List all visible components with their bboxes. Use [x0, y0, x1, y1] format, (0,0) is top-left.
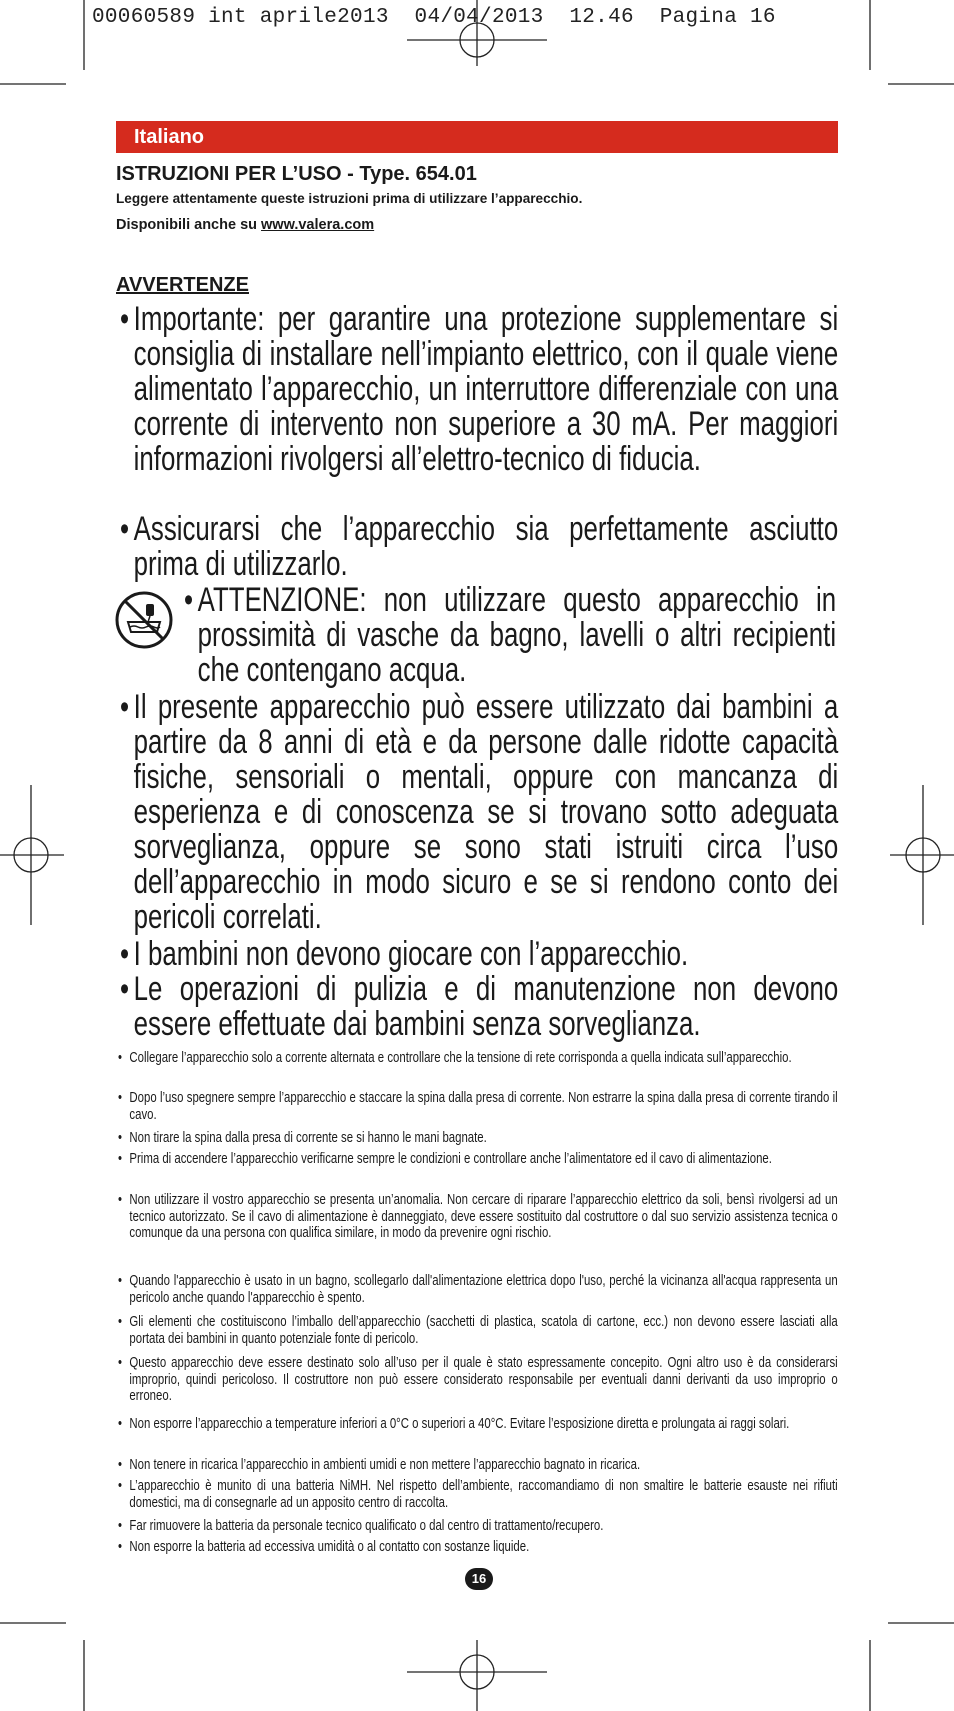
no-water-bath-icon: [114, 590, 174, 650]
note-item: • Non esporre l’apparecchio a temperature inferiori a 0°C o superiori a 40°C. Evitare l’esposizione diretta e prolungata ai raggi solari.: [118, 1415, 790, 1432]
note-item: • Collegare l’apparecchio solo a corrente alternata e controllare che la tensione di rete corrisponda a quella indicata sull’apparecchio.: [118, 1049, 792, 1066]
document-title: ISTRUZIONI PER L’USO - Type. 654.01: [116, 163, 477, 185]
note-item: • Far rimuovere la batteria da personale tecnico qualificato o dal centro di trattamento/recupero.: [118, 1517, 604, 1534]
website-link[interactable]: www.valera.com: [261, 217, 375, 233]
registration-mark-icon: [890, 785, 954, 925]
warning-item: • ATTENZIONE: non utilizzare questo apparecchio in prossimità di vasche da bagno, lavelli o altri recipienti che contengano acqua.: [184, 581, 837, 689]
note-item: • Gli elementi che costituiscono l’imballo dell’apparecchio (sacchetti di plastica, scatola di cartone, ecc.) non devono essere lasciati alla portata dei bambini in quanto potenziale fonte di pericolo.: [118, 1313, 838, 1347]
note-item: • Dopo l’uso spegnere sempre l’apparecchio e staccare la spina dalla presa di corrente. Non estrarre la spina dalla presa di corrente tirando il cavo.: [118, 1089, 838, 1123]
warning-item: • Importante: per garantire una protezione supplementare si consiglia di installare nell’impianto elettrico, con il quale viene alimentato l’apparecchio, un interruttore differenziale con una corrente di intervento non superiore a 30 mA. Per maggiori informazioni rivolgersi all’elettro-tecnico di fiducia.: [120, 300, 839, 478]
availability-prefix: Disponibili anche su: [116, 217, 262, 233]
warning-item: • Il presente apparecchio può essere utilizzato dai bambini a partire da 8 anni di età e da persone dalle ridotte capacità fisiche, sensoriali o mentali, oppure con mancanza di esperienza e di conoscenza se si trovano sotto adeguata sorveglianza, oppure se sono stati istruiti circa l’uso dell’apparecchio in modo sicuro e se si rendono conto dei pericoli correlati.: [120, 688, 839, 936]
document-subtitle: Leggere attentamente queste istruzioni prima di utilizzare l’apparecchio.: [116, 190, 583, 206]
warning-item: • I bambini non devono giocare con l’apparecchio.: [120, 935, 689, 973]
language-bar: [116, 121, 838, 153]
warning-item: • Assicurarsi che l’apparecchio sia perfettamente asciutto prima di utilizzarlo.: [120, 510, 839, 583]
registration-mark-icon: [0, 785, 64, 925]
note-item: • Non tenere in ricarica l’apparecchio in ambienti umidi e non mettere l’apparecchio bagnato in ricarica.: [118, 1456, 641, 1473]
note-item: • Non esporre la batteria ad eccessiva umidità o al contatto con sostanze liquide.: [118, 1538, 530, 1555]
note-item: • Quando l'apparecchio è usato in un bagno, scollegarlo dall'alimentazione elettrica dopo l'uso, perché la vicinanza all'acqua rappresenta un pericolo anche quando l'apparecchio è spento.: [118, 1272, 838, 1306]
registration-mark-icon: [407, 0, 547, 66]
page-number: 16: [465, 1568, 493, 1590]
note-item: • Questo apparecchio deve essere destinato solo all’uso per il quale è stato espressamente concepito. Ogni altro uso è da considerarsi improprio, quindi pericoloso. Il costruttore non può essere considerato responsabile per eventuali danni derivanti da uso improprio o erroneo.: [118, 1354, 838, 1404]
note-item: • L’apparecchio è munito di una batteria NiMH. Nel rispetto dell’ambiente, raccomandiamo di non smaltire le batterie esauste nei rifiuti domestici, ma di consegnarle ad un apposito centro di raccolta.: [118, 1477, 838, 1511]
note-item: • Prima di accendere l’apparecchio verificarne sempre le condizioni e controllare anche l’alimentatore ed il cavo di alimentazione.: [118, 1150, 772, 1167]
print-slug: 00060589 int aprile2013 04/04/2013 12.46 Pagina 16: [92, 6, 776, 29]
warning-item: • Le operazioni di pulizia e di manutenzione non devono essere effettuate dai bambini senza sorveglianza.: [120, 970, 839, 1043]
registration-mark-icon: [407, 1640, 547, 1711]
note-item: • Non tirare la spina dalla presa di corrente se si hanno le mani bagnate.: [118, 1129, 487, 1146]
language-label: Italiano: [134, 126, 205, 148]
note-item: • Non utilizzare il vostro apparecchio se presenta un’anomalia. Non cercare di riparare l’apparecchio elettrico da soli, bensì rivolgersi ad un tecnico autorizzato. Se il cavo di alimentazione è danneggiato, deve essere sostituito dal costruttore o dal suo servizio assistenza tecnica o comunque da una persona con qualifica similare, in modo da prevenire ogni rischio.: [118, 1191, 838, 1241]
availability-note: [116, 217, 374, 233]
warnings-heading: AVVERTENZE: [116, 274, 249, 296]
